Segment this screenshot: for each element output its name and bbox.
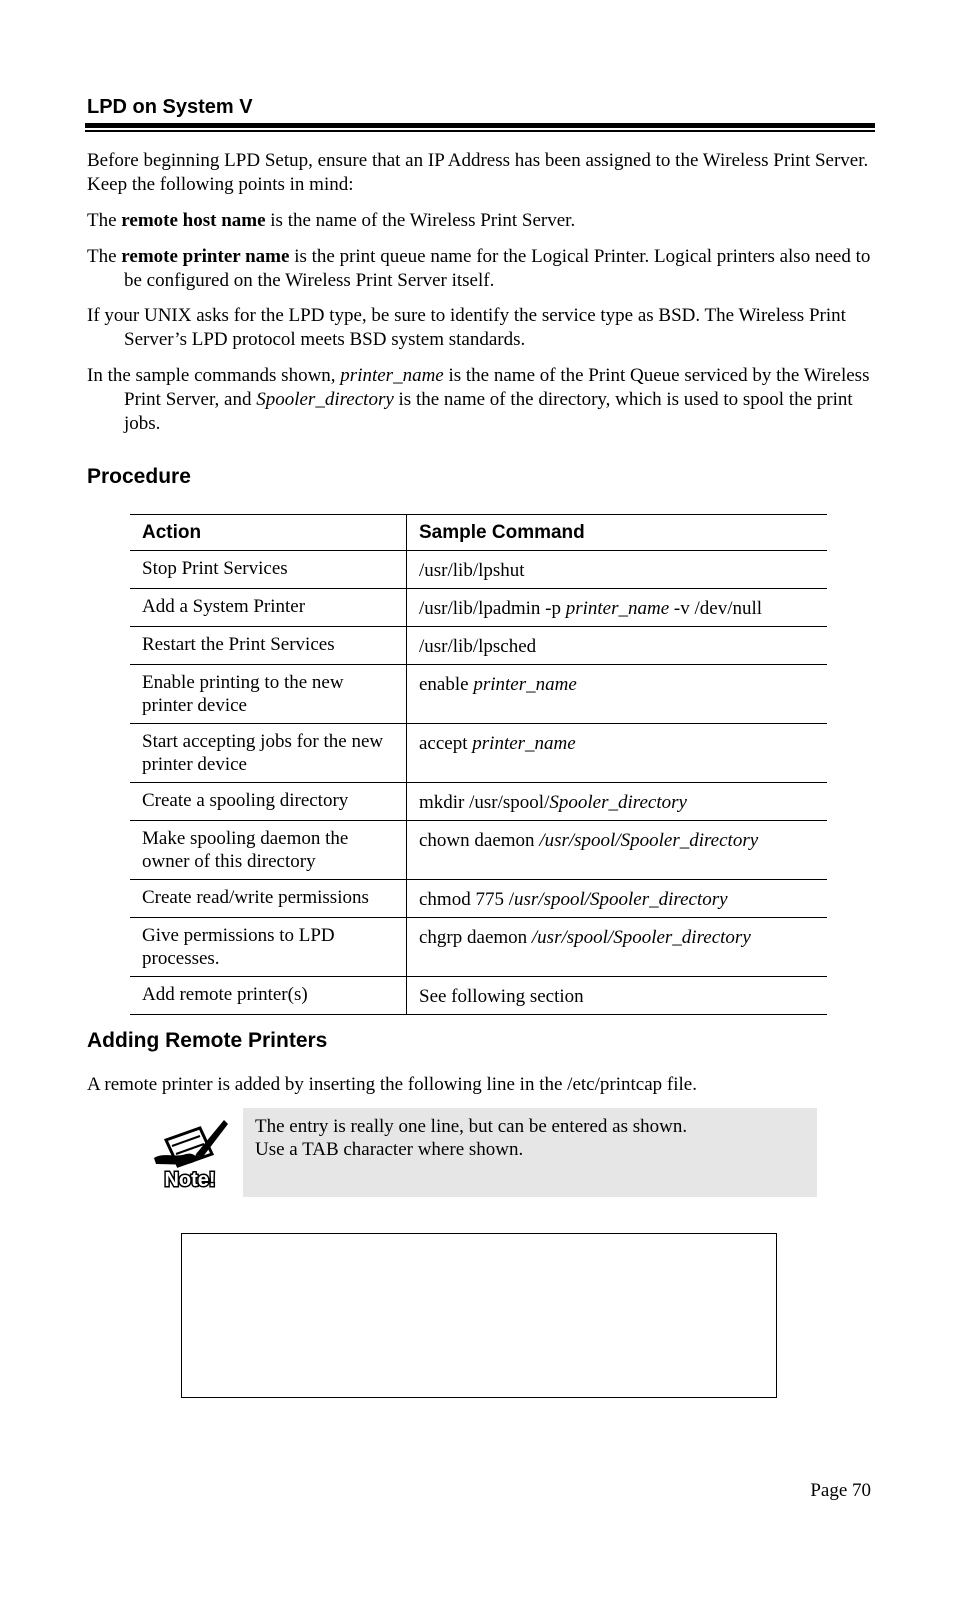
- note-line-2: Use a TAB character where shown.: [255, 1139, 524, 1160]
- title-rule-thin: [85, 130, 875, 132]
- command-cell: chgrp daemon /usr/spool/Spooler_directory: [407, 918, 828, 977]
- adding-remote-printers-heading: Adding Remote Printers: [87, 1029, 328, 1052]
- column-header-command: Sample Command: [407, 515, 828, 551]
- command-cell: See following section: [407, 977, 828, 1015]
- term-remote-host-name: remote host name: [121, 210, 266, 231]
- note-box: [243, 1108, 817, 1197]
- table-row: [130, 821, 827, 880]
- column-header-action: Action: [130, 515, 407, 551]
- table-row: [130, 880, 827, 918]
- action-cell: Add remote printer(s): [130, 977, 407, 1015]
- table-row: [130, 551, 827, 589]
- action-cell: Start accepting jobs for the new printer device: [130, 724, 407, 783]
- action-cell: Create a spooling directory: [130, 783, 407, 821]
- point-sample-commands: In the sample commands shown, printer_name is the name of the Print Queue serviced by the Wireless Print Server, and Spooler_directory is the name of the directory, which is used to spool the print jobs.: [87, 365, 870, 434]
- command-cell: mkdir /usr/spool/Spooler_directory: [407, 783, 828, 821]
- table-row: [130, 724, 827, 783]
- title-rule-thick: [85, 123, 875, 128]
- table-header-row: [130, 515, 827, 551]
- action-cell: Enable printing to the new printer device: [130, 665, 407, 724]
- table-row: [130, 665, 827, 724]
- action-cell: Restart the Print Services: [130, 627, 407, 665]
- table-row: [130, 627, 827, 665]
- page-number: Page 70: [810, 1480, 871, 1501]
- command-cell: chown daemon /usr/spool/Spooler_directory: [407, 821, 828, 880]
- command-cell: accept printer_name: [407, 724, 828, 783]
- note-line-1: The entry is really one line, but can be entered as shown.: [255, 1116, 688, 1137]
- command-cell: /usr/lib/lpshut: [407, 551, 828, 589]
- table-row: [130, 977, 827, 1015]
- point-remote-host: The remote host name is the name of the Wireless Print Server.: [87, 210, 576, 231]
- section-title: LPD on System V: [87, 96, 253, 118]
- point-lpd-type: If your UNIX asks for the LPD type, be sure to identify the service type as BSD. The Wireless Print Server’s LPD protocol meets BSD system standards.: [87, 305, 846, 350]
- command-cell: /usr/lib/lpadmin -p printer_name -v /dev/null: [407, 589, 828, 627]
- command-cell: enable printer_name: [407, 665, 828, 724]
- action-cell: Add a System Printer: [130, 589, 407, 627]
- command-cell: /usr/lib/lpsched: [407, 627, 828, 665]
- action-cell: Stop Print Services: [130, 551, 407, 589]
- action-cell: Create read/write permissions: [130, 880, 407, 918]
- action-cell: Make spooling daemon the owner of this directory: [130, 821, 407, 880]
- point-remote-printer: The remote printer name is the print queue name for the Logical Printer. Logical printers also need to be configured on the Wireless Print Server itself.: [87, 246, 871, 291]
- remote-printer-intro: A remote printer is added by inserting the following line in the /etc/printcap file.: [87, 1074, 697, 1095]
- action-cell: Give permissions to LPD processes.: [130, 918, 407, 977]
- table-row: [130, 589, 827, 627]
- intro-paragraph: Before beginning LPD Setup, ensure that an IP Address has been assigned to the Wireless Print Server. Keep the following points in mind:: [87, 150, 869, 195]
- term-remote-printer-name: remote printer name: [121, 246, 290, 267]
- command-cell: chmod 775 /usr/spool/Spooler_directory: [407, 880, 828, 918]
- table-row: [130, 783, 827, 821]
- procedure-heading: Procedure: [87, 465, 191, 488]
- printcap-entry-box: [181, 1233, 777, 1398]
- note-icon-label: Note!: [164, 1169, 216, 1191]
- procedure-table: [130, 514, 827, 1015]
- note-pen-icon: [150, 1114, 230, 1192]
- table-row: [130, 918, 827, 977]
